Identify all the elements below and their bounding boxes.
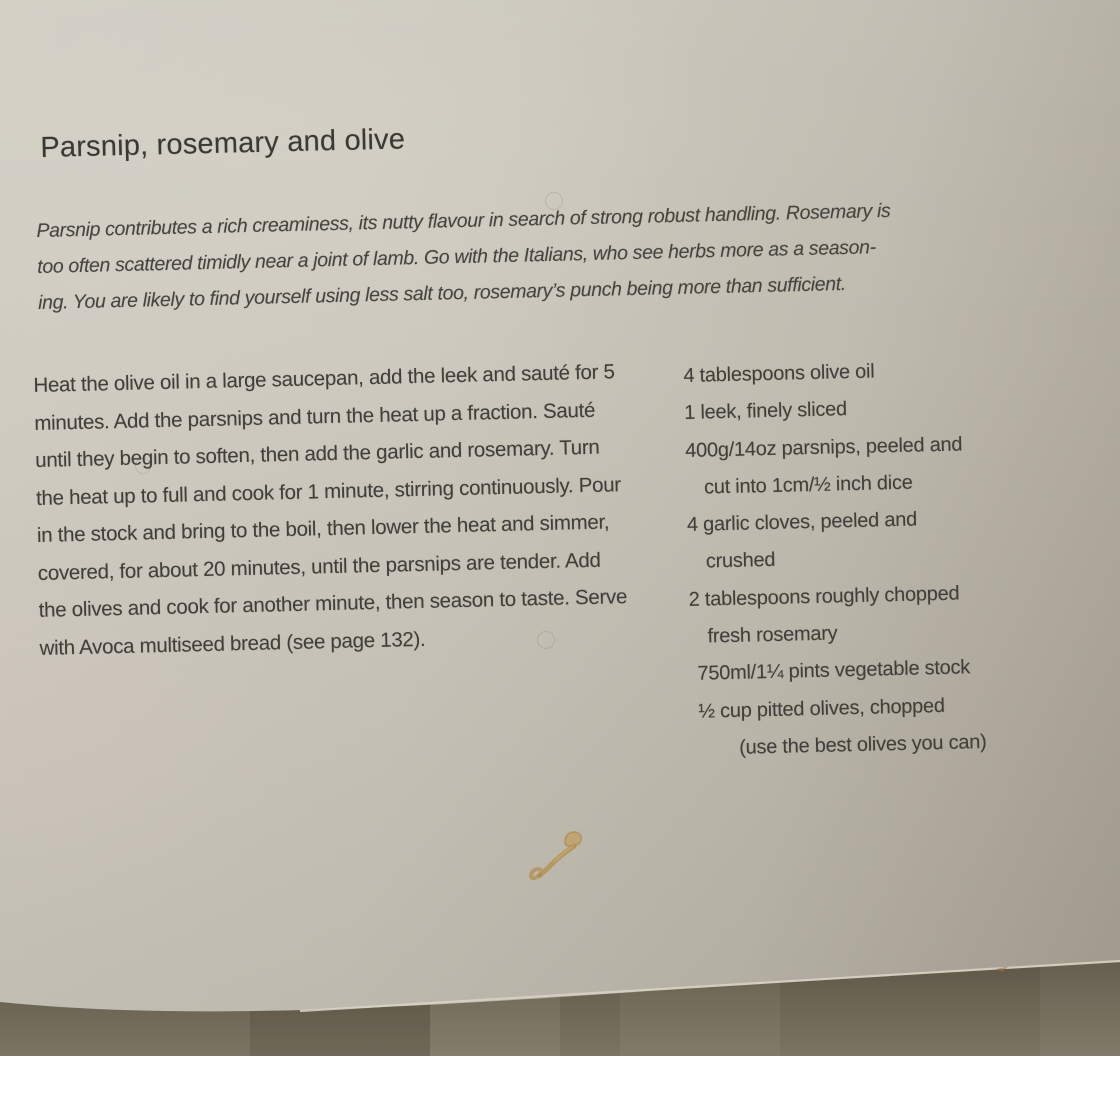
ingredient-line: crushed (705, 549, 776, 574)
method-line: with Avoca multiseed bread (see page 132). (39, 627, 426, 660)
method-line: in the stock and bring to the boil, then lower the heat and simmer, (36, 510, 610, 547)
ingredient-line: 4 tablespoons olive oil (683, 360, 875, 387)
intro-line: ing. You are likely to find yourself using less salt too, rosemary’s punch being more than sufficient. (37, 272, 847, 314)
recipe-title: Parsnip, rosemary and olive (40, 123, 406, 164)
ingredient-line: (use the best olives you can) (738, 730, 987, 759)
method-line: until they begin to soften, then add the garlic and rosemary. Turn (34, 435, 600, 472)
ingredient-line: 400g/14oz parsnips, peeled and (684, 433, 963, 462)
bottom-white-margin (0, 1056, 1120, 1120)
ingredient-line: fresh rosemary (707, 622, 838, 648)
ingredient-line: 1 leek, finely sliced (684, 398, 848, 425)
method-line: covered, for about 20 minutes, until the parsnips are tender. Add (37, 548, 601, 585)
ingredient-line: 4 garlic cloves, peeled and (686, 508, 918, 537)
method-line: Heat the olive oil in a large saucepan, add the leek and sauté for 5 (33, 360, 615, 397)
ingredient-line: 2 tablespoons roughly chopped (688, 582, 960, 611)
method-line: the olives and cook for another minute, then season to taste. Serve (38, 585, 628, 622)
ingredient-line: cut into 1cm/½ inch dice (703, 471, 913, 499)
ingredient-line: 750ml/1¼ pints vegetable stock (697, 656, 971, 686)
method-line: minutes. Add the parsnips and turn the heat up a fraction. Sauté (34, 398, 596, 435)
ingredient-line: ½ cup pitted olives, chopped (698, 694, 946, 723)
intro-line: too often scattered timidly near a joint of lamb. Go with the Italians, who see herbs more as a season- (37, 236, 876, 278)
method-line: the heat up to full and cook for 1 minute, stirring continuously. Pour (35, 472, 622, 510)
intro-line: Parsnip contributes a rich creaminess, its nutty flavour in search of strong robust handling. Rosemary is (36, 199, 891, 242)
